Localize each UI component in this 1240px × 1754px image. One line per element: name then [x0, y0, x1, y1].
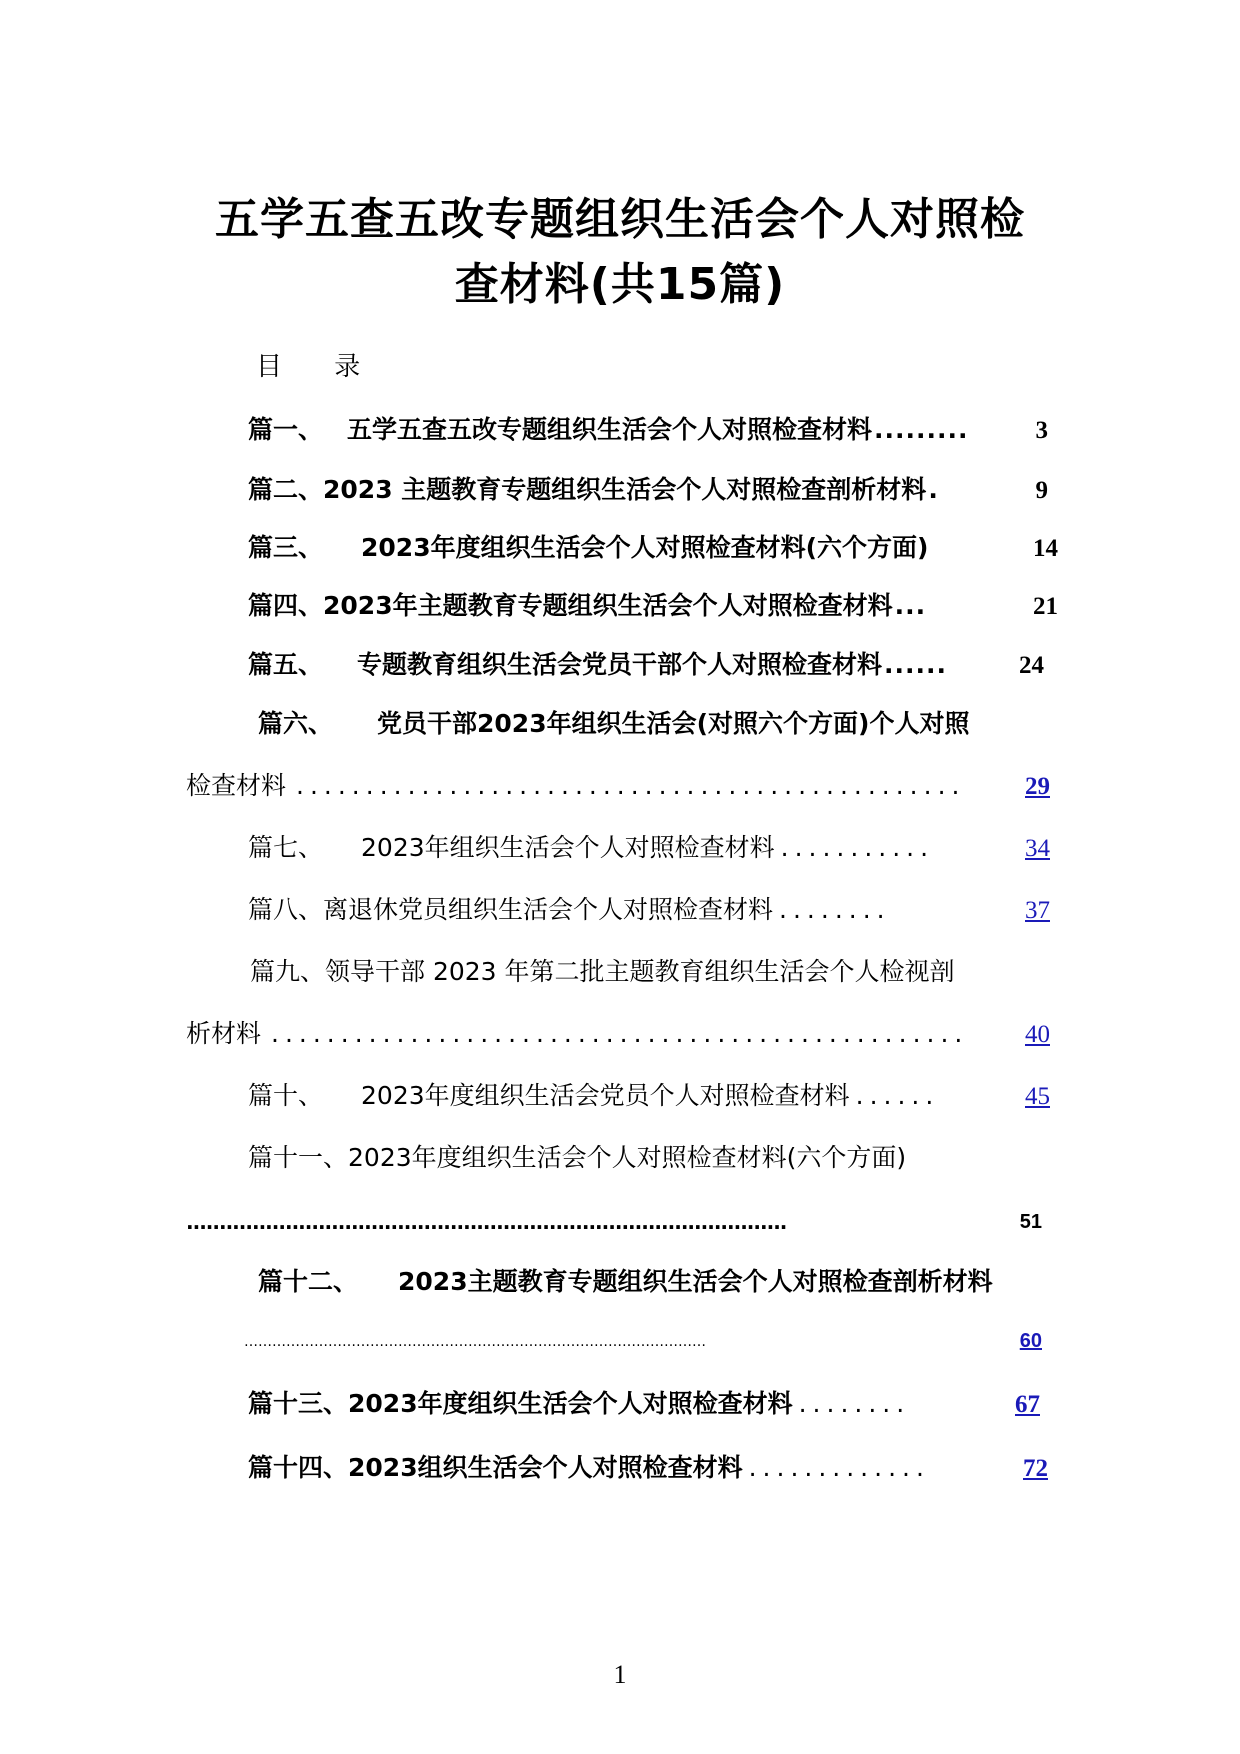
toc-entry-label: 篇二、	[248, 475, 324, 504]
document-title-line-2: 查材料(共15篇)	[454, 259, 786, 310]
toc-entry-label: 篇三、	[248, 533, 324, 562]
toc-entry-page: 21	[1033, 593, 1058, 620]
toc-entry-10[interactable]	[248, 1076, 1050, 1112]
toc-entry-page-link[interactable]: 40	[1025, 1021, 1050, 1048]
toc-entry-title: 2023年度组织生活会个人对照检查材料	[348, 1389, 793, 1418]
toc-entry-4[interactable]	[248, 586, 1058, 622]
toc-leader-dots: .............	[748, 1453, 930, 1482]
toc-entry-title: 党员干部2023年组织生活会(对照六个方面)个人对照	[377, 709, 970, 738]
toc-heading: 目 录	[256, 352, 383, 382]
toc-entry-5[interactable]	[248, 645, 1044, 681]
toc-entry-12-leader[interactable]	[244, 1330, 1042, 1353]
toc-entry-1[interactable]	[248, 410, 1048, 446]
toc-entry-9-continuation[interactable]	[186, 1014, 1050, 1050]
toc-entry-label: 篇四、	[248, 591, 324, 620]
toc-entry-title: 2023年组织生活会个人对照检查材料	[361, 833, 775, 862]
document-title-line-1: 五学五查五改专题组织生活会个人对照检	[215, 194, 1025, 245]
toc-entry-title: 2023 主题教育专题组织生活会个人对照检查剖析材料	[323, 475, 927, 504]
toc-entry-11-leader[interactable]	[186, 1210, 1042, 1234]
toc-leader-dots: .	[928, 475, 939, 504]
toc-entry-page: 51	[1019, 1210, 1042, 1233]
toc-entry-label: 篇五、	[248, 650, 324, 679]
toc-entry-12[interactable]	[258, 1262, 1058, 1298]
toc-entry-page-link[interactable]: 72	[1023, 1455, 1048, 1482]
toc-entry-label: 篇九、	[250, 957, 326, 986]
toc-entry-page-link[interactable]: 45	[1025, 1083, 1050, 1110]
toc-entry-title: 2023主题教育专题组织生活会个人对照检查剖析材料	[398, 1267, 993, 1296]
toc-leader-dots: ...	[894, 591, 927, 620]
toc-entry-label: 篇十四、	[248, 1453, 349, 1482]
toc-entry-title: 五学五查五改专题组织生活会个人对照检查材料	[347, 415, 873, 444]
toc-entry-title-continuation: 检查材料	[186, 771, 287, 800]
toc-entry-page-link[interactable]: 37	[1025, 897, 1050, 924]
toc-entry-11[interactable]	[248, 1138, 1058, 1174]
toc-entry-label: 篇六、	[258, 709, 334, 738]
toc-entry-page: 14	[1033, 535, 1058, 562]
toc-leader-dots: ...........................................................................................	[186, 1210, 787, 1234]
toc-entry-page-link[interactable]: 29	[1025, 773, 1050, 800]
toc-leader-dots: ................................................	[296, 771, 966, 800]
toc-entry-3[interactable]	[248, 528, 1058, 564]
toc-entry-title: 离退休党员组织生活会个人对照检查材料	[323, 895, 774, 924]
toc-leader-dots: ......	[884, 650, 948, 679]
toc-entry-6-continuation[interactable]	[186, 766, 1050, 802]
toc-entry-9[interactable]	[250, 952, 1060, 988]
toc-entry-label: 篇十二、	[258, 1267, 359, 1296]
toc-entry-label: 篇十三、	[248, 1389, 349, 1418]
toc-entry-14[interactable]	[248, 1448, 1048, 1484]
toc-entry-2[interactable]	[248, 470, 1048, 506]
toc-entry-title-continuation: 析材料	[186, 1019, 262, 1048]
toc-entry-title: 领导干部 2023 年第二批主题教育组织生活会个人检视剖	[325, 957, 955, 986]
toc-leader-dots: ......	[855, 1081, 940, 1110]
toc-entry-13[interactable]	[248, 1384, 1040, 1420]
toc-leader-dots: ………………………………………………………………………………………	[244, 1333, 706, 1350]
toc-entry-label: 篇八、	[248, 895, 324, 924]
toc-entry-title: 2023组织生活会个人对照检查材料	[348, 1453, 743, 1482]
toc-entry-page: 24	[1019, 652, 1044, 679]
toc-leader-dots: ...........	[780, 833, 935, 862]
toc-entry-label: 篇十一、	[248, 1143, 349, 1172]
toc-entry-page-link[interactable]: 67	[1015, 1391, 1040, 1418]
toc-entry-page-link[interactable]: 60	[1019, 1330, 1042, 1352]
toc-entry-6[interactable]	[258, 704, 1058, 740]
toc-leader-dots: ........	[798, 1389, 911, 1418]
toc-entry-page: 3	[1035, 417, 1048, 444]
toc-entry-label: 篇十、	[248, 1081, 324, 1110]
toc-entry-title: 2023年度组织生活会个人对照检查材料(六个方面)	[361, 533, 929, 562]
toc-entry-title: 2023年主题教育专题组织生活会个人对照检查材料	[323, 591, 893, 620]
toc-entry-label: 篇一、	[248, 415, 324, 444]
toc-entry-label: 篇七、	[248, 833, 324, 862]
toc-entry-title: 专题教育组织生活会党员干部个人对照检查材料	[357, 650, 883, 679]
toc-leader-dots: .........	[874, 415, 969, 444]
toc-leader-dots: ........	[779, 895, 891, 924]
toc-entry-title: 2023年度组织生活会个人对照检查材料(六个方面)	[348, 1143, 907, 1172]
toc-entry-page-link[interactable]: 34	[1025, 835, 1050, 862]
toc-entry-title: 2023年度组织生活会党员个人对照检查材料	[361, 1081, 850, 1110]
toc-leader-dots: ..................................................	[271, 1019, 969, 1048]
toc-entry-8[interactable]	[248, 890, 1050, 926]
toc-entry-7[interactable]	[248, 828, 1050, 864]
toc-entry-page: 9	[1035, 477, 1048, 504]
page-number: 1	[613, 1660, 627, 1689]
